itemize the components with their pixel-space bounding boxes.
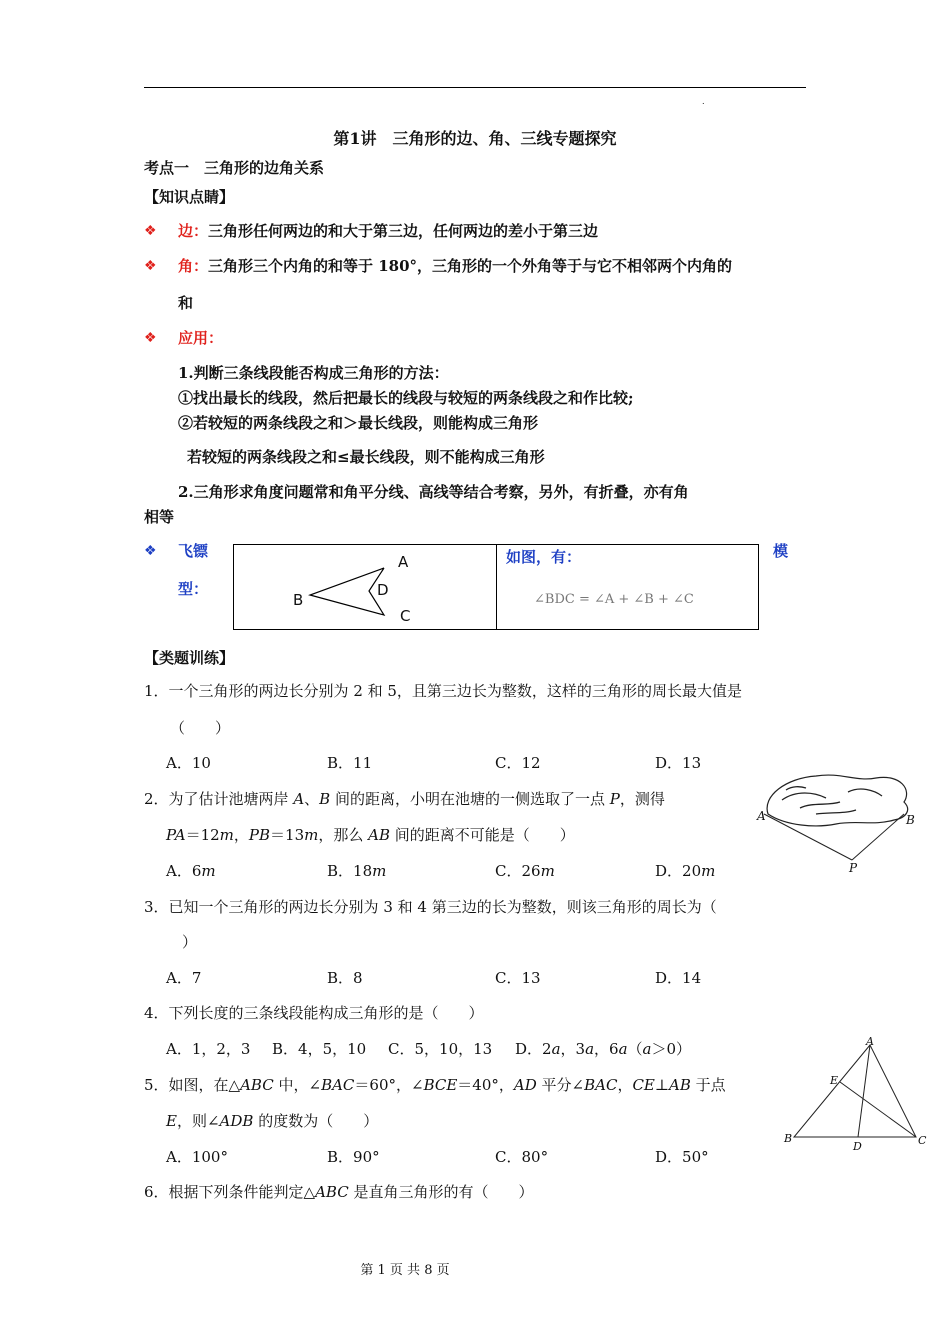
question-6: 6．根据下列条件能判定△ABC 是直角三角形的有（ ） (144, 1183, 534, 1201)
tri-label-a: A (866, 1035, 874, 1048)
q3-option-b[interactable]: B．8 (327, 969, 363, 987)
q1-option-d[interactable]: D．13 (655, 754, 702, 772)
q4-option-d[interactable]: D．2a，3a，6a（a＞0） (515, 1040, 692, 1058)
triangle-figure (780, 1030, 930, 1150)
question-4: 4．下列长度的三条线段能构成三角形的是（ ） (144, 1004, 484, 1022)
model-label: 飞镖 (178, 542, 209, 560)
header-rule (144, 87, 806, 88)
question-3: 3．已知一个三角形的两边长分别为 3 和 4 第三边的长为整数，则该三角形的周长为（ (144, 898, 717, 916)
dart-point-a: A (398, 553, 409, 571)
side-label: 边： (178, 222, 209, 240)
q1-option-a[interactable]: A．10 (166, 754, 211, 772)
q2-option-d[interactable]: D．20m (655, 862, 716, 880)
dart-figure (234, 545, 496, 629)
section-heading: 考点一 三角形的边角关系 (144, 159, 325, 177)
tri-label-d: D (853, 1140, 862, 1153)
bullet-side (178, 221, 598, 241)
q5-option-a[interactable]: A．100° (166, 1148, 228, 1166)
q2-option-a[interactable]: A．6m (166, 862, 216, 880)
model-formula: ∠BDC = ∠A + ∠B + ∠C (534, 592, 694, 607)
q1-option-b[interactable]: B．11 (327, 754, 373, 772)
tri-label-c: C (918, 1134, 927, 1147)
q1-option-c[interactable]: C．12 (495, 754, 541, 772)
pond-label-b: B (906, 813, 915, 827)
q2-option-c[interactable]: C．26m (495, 862, 555, 880)
application-line: ①找出最长的线段，然后把最长的线段与较短的两条线段之和作比较; (178, 389, 634, 407)
pond-label-p: P (849, 861, 858, 875)
q3-option-c[interactable]: C．13 (495, 969, 541, 987)
table-divider (496, 545, 497, 629)
bullet-angle (178, 256, 732, 276)
dart-point-c: C (400, 607, 411, 625)
application-line: 2.三角形求角度问题常和角平分线、高线等结合考察，另外，有折叠，亦有角 (178, 483, 689, 501)
q5-option-d[interactable]: D．50° (655, 1148, 709, 1166)
q2-option-b[interactable]: B．18m (327, 862, 387, 880)
model-label: 模 (773, 542, 789, 560)
dart-point-b: B (293, 591, 304, 609)
practice-heading: 【类题训练】 (144, 649, 235, 667)
q5-option-b[interactable]: B．90° (327, 1148, 380, 1166)
question-1-paren: （ ） (170, 719, 231, 737)
pond-figure (756, 768, 916, 878)
line-ad (858, 1045, 870, 1137)
question-1: 1．一个三角形的两边长分别为 2 和 5，且第三边长为整数，这样的三角形的周长最大值是 (144, 682, 742, 700)
question-5: 5．如图，在△ABC 中，∠BAC＝60°，∠BCE＝40°，AD 平分∠BAC，CE⊥AB 于点 (144, 1076, 726, 1094)
question-3-paren: ） (182, 933, 198, 951)
application-line: ②若较短的两条线段之和＞最长线段，则能构成三角形 (178, 414, 539, 432)
page-title: 第1讲 三角形的边、角、三线专题探究 (333, 129, 617, 148)
application-line: 1.判断三条线段能否构成三角形的方法： (178, 364, 449, 382)
dart-point-d: D (377, 581, 389, 599)
q5-option-c[interactable]: C．80° (495, 1148, 549, 1166)
line-ce (840, 1082, 916, 1137)
q4-option-a[interactable]: A．1，2，3 (166, 1040, 251, 1058)
pond-label-a: A (757, 809, 766, 823)
line-bp (852, 814, 904, 860)
q4-option-b[interactable]: B．4，5，10 (272, 1040, 367, 1058)
side-text: 三角形任何两边的和大于第三边，任何两边的差小于第三边 (208, 222, 599, 240)
line-ap (764, 814, 852, 860)
diamond-bullet-icon: ❖ (144, 258, 157, 274)
question-2-line2: PA＝12m，PB＝13m，那么 AB 间的距离不可能是（ ） (166, 826, 575, 844)
knowledge-heading: 【知识点睛】 (144, 188, 235, 206)
question-5-line2: E，则∠ADB 的度数为（ ） (166, 1112, 379, 1130)
q3-option-d[interactable]: D．14 (655, 969, 702, 987)
q4-option-c[interactable]: C．5，10，13 (388, 1040, 493, 1058)
model-note: 如图，有： (506, 548, 582, 566)
diamond-bullet-icon: ❖ (144, 223, 157, 239)
diamond-bullet-icon: ❖ (144, 330, 157, 346)
model-label: 型： (178, 580, 209, 598)
question-2: 2．为了估计池塘两岸 A、B 间的距离，小明在池塘的一侧选取了一点 P，测得 (144, 790, 665, 808)
angle-text: 三角形三个内角的和等于 180°，三角形的一个外角等于与它不相邻两个内角的 (208, 257, 733, 275)
apply-label: 应用： (178, 329, 224, 347)
angle-label: 角： (178, 257, 209, 275)
pond-outline (767, 775, 908, 826)
q3-option-a[interactable]: A．7 (166, 969, 202, 987)
page-footer: 第 1 页 共 8 页 (360, 1263, 450, 1278)
pond-scribbles (782, 787, 882, 814)
application-line: 若较短的两条线段之和≤最长线段，则不能构成三角形 (187, 448, 545, 466)
model-table (233, 544, 759, 630)
tri-label-b: B (784, 1132, 793, 1145)
diamond-bullet-icon: ❖ (144, 543, 157, 559)
dart-outline (310, 568, 384, 615)
tri-label-e: E (830, 1074, 839, 1087)
application-line: 相等 (144, 508, 175, 526)
angle-text-cont: 和 (178, 294, 194, 312)
header-dot: . (702, 97, 705, 106)
